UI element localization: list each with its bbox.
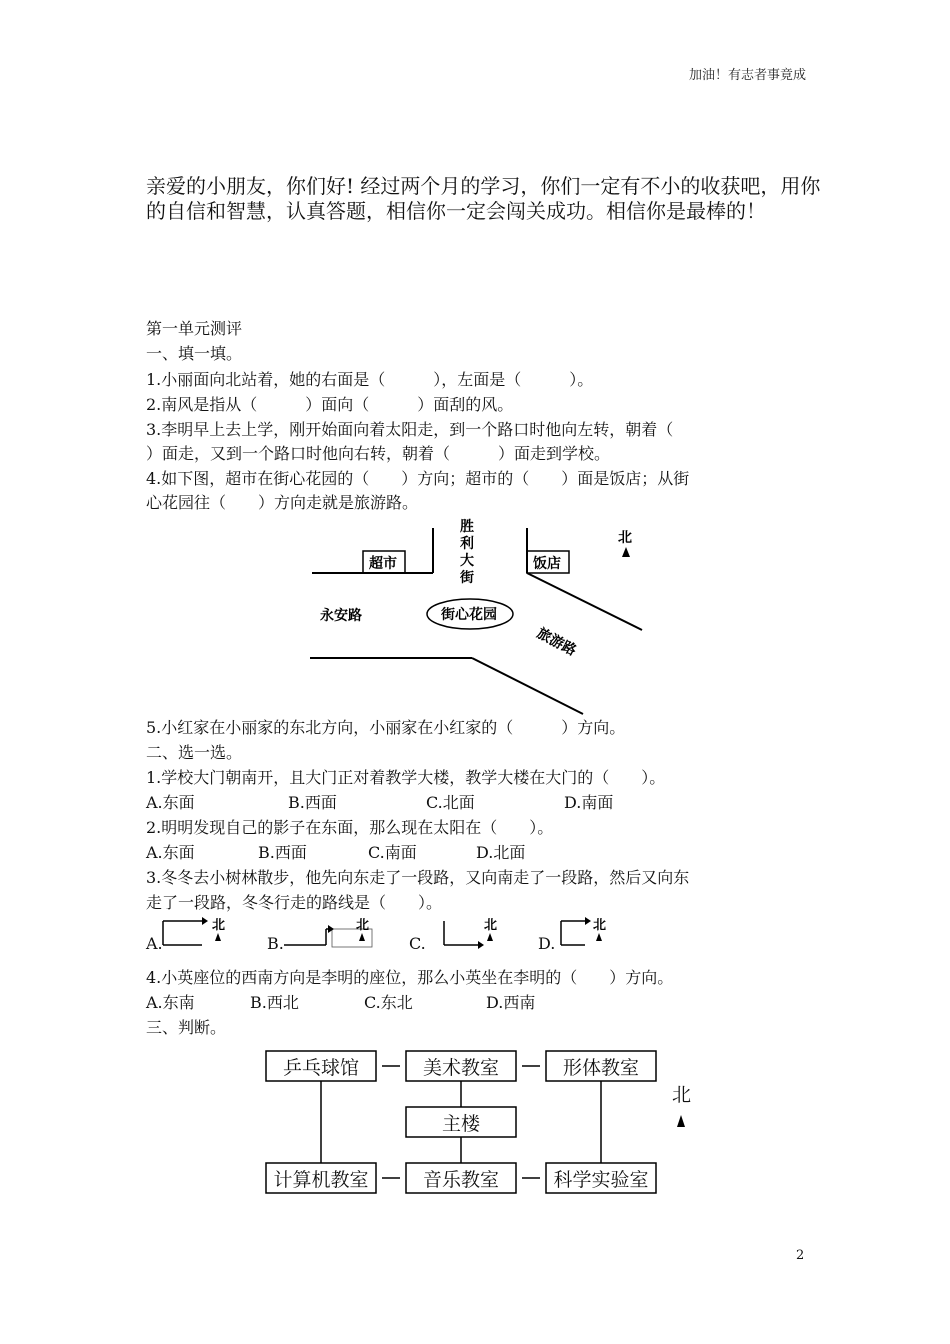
- north-arrow-icon: [677, 1115, 685, 1127]
- intro-paragraph: 亲爱的小朋友，你们好! 经过两个月的学习，你们一定有不小的收获吧，用你的自信和智慧，认真答题，相信你一定会闯关成功。相信你是最棒的！: [146, 174, 821, 223]
- north-label: 北: [484, 918, 498, 933]
- art-room-box: 美术教室: [422, 1057, 500, 1079]
- s1-question-2: 2.南风是指从（ ）面向（ ）面刮的风。: [146, 395, 514, 414]
- option-c[interactable]: C.东北: [364, 993, 413, 1012]
- option-c[interactable]: C.南面: [368, 843, 417, 862]
- s2-question-3b: 走了一段路，冬冬行走的路线是（ ）。: [146, 893, 443, 912]
- route-option-d-label[interactable]: D.: [538, 934, 556, 953]
- option-d[interactable]: D.南面: [564, 793, 614, 812]
- tour-road-label: 旅游路: [534, 625, 579, 660]
- route-option-b-diagram: [284, 913, 374, 953]
- option-d[interactable]: D.北面: [476, 843, 526, 862]
- main-building-box: 主楼: [441, 1113, 481, 1135]
- option-b[interactable]: B.西面: [258, 843, 307, 862]
- north-arrow-icon: [215, 933, 221, 941]
- s1-question-1: 1.小丽面向北站着，她的右面是（ ），左面是（ ）。: [146, 370, 594, 389]
- header-motto: 加油！有志者事竟成: [688, 68, 806, 83]
- north-arrow-icon: [596, 933, 602, 941]
- option-a[interactable]: A.东南: [146, 993, 195, 1012]
- s2-q2-options: [146, 842, 525, 864]
- music-room-box: 音乐教室: [422, 1169, 500, 1191]
- north-arrow-icon: [359, 933, 365, 941]
- supermarket-label: 超市: [369, 556, 397, 572]
- route-option-b-label[interactable]: B.: [267, 934, 284, 953]
- s2-question-2: 2.明明发现自己的影子在东面，那么现在太阳在（ ）。: [146, 818, 554, 837]
- option-a[interactable]: A.东面: [146, 793, 195, 812]
- section1-title: 一、填一填。: [146, 344, 243, 363]
- option-a[interactable]: A.东面: [146, 843, 195, 862]
- s2-q1-options: [146, 792, 613, 814]
- s1-question-5: 5.小红家在小丽家的东北方向，小丽家在小红家的（ ）方向。: [146, 718, 626, 737]
- yongan-road-label: 永安路: [320, 608, 362, 624]
- north-arrow-icon: [622, 547, 630, 557]
- s2-q4-options: [146, 992, 535, 1014]
- option-b[interactable]: B.西北: [250, 993, 299, 1012]
- s1-question-4a: 4.如下图，超市在街心花园的（ ）方向；超市的（ ）面是饭店；从街: [146, 469, 690, 488]
- street-char-1: 胜: [460, 519, 474, 535]
- body-room-box: 形体教室: [562, 1057, 640, 1079]
- s1-question-3b: ）面走，又到一个路口时他向右转，朝着（ ）面走到学校。: [146, 444, 611, 463]
- s2-question-1: 1.学校大门朝南开，且大门正对着教学大楼，教学大楼在大门的（ ）。: [146, 768, 666, 787]
- north-label: 北: [356, 918, 370, 933]
- route-option-c-diagram: [440, 913, 510, 953]
- north-label: 北: [212, 918, 226, 933]
- route-option-d-diagram: [555, 913, 625, 953]
- section2-title: 二、选一选。: [146, 743, 243, 762]
- street-char-3: 大: [460, 553, 474, 569]
- section3-title: 三、判断。: [146, 1018, 227, 1037]
- restaurant-label: 饭店: [533, 556, 561, 572]
- computer-room-box: 计算机教室: [273, 1169, 369, 1191]
- option-d[interactable]: D.西南: [486, 993, 536, 1012]
- s1-question-4b: 心花园往（ ）方向走就是旅游路。: [146, 493, 419, 512]
- page-number: 2: [796, 1248, 805, 1263]
- north-label: 北: [672, 1084, 692, 1106]
- garden-label: 街心花园: [441, 607, 497, 623]
- s2-question-3a: 3.冬冬去小树林散步，他先向东走了一段路，又向南走了一段路，然后又向东: [146, 868, 690, 887]
- street-char-2: 利: [460, 536, 474, 552]
- street-map: [300, 518, 660, 718]
- science-lab-box: 科学实验室: [553, 1169, 649, 1191]
- pingpong-hall-box: 乒乓球馆: [282, 1057, 360, 1079]
- school-layout-diagram: [260, 1045, 710, 1200]
- north-arrow-icon: [487, 933, 493, 941]
- route-option-a-diagram: [160, 913, 230, 953]
- unit-title: 第一单元测评: [146, 319, 243, 338]
- option-c[interactable]: C.北面: [426, 793, 475, 812]
- s1-question-3a: 3.李明早上去上学，刚开始面向着太阳走，到一个路口时他向左转，朝着（: [146, 420, 674, 439]
- s2-question-4: 4.小英座位的西南方向是李明的座位，那么小英坐在李明的（ ）方向。: [146, 968, 674, 987]
- street-char-4: 街: [460, 570, 474, 586]
- north-label: 北: [593, 918, 607, 933]
- route-option-c-label[interactable]: C.: [409, 934, 426, 953]
- option-b[interactable]: B.西面: [288, 793, 337, 812]
- map-north-label: 北: [618, 530, 632, 546]
- route-option-a-label[interactable]: A.: [146, 934, 163, 953]
